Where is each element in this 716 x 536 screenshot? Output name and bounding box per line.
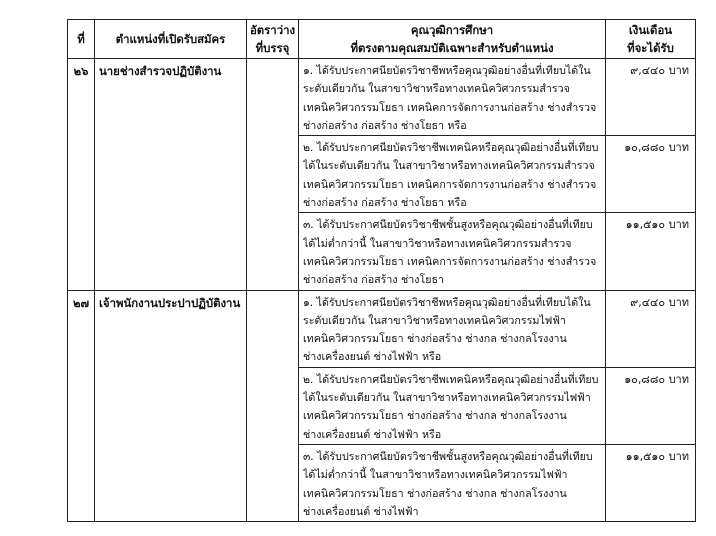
qualification-line: ช่างเครื่องยนต์ ช่างไฟฟ้า [303, 504, 419, 518]
header-qualification-line-1: คุณวุฒิการศึกษา [410, 23, 494, 37]
header-salary-line-2: ที่จะได้รับ [627, 41, 674, 55]
header-qualification-line-2: ที่ตรงตามคุณสมบัติเฉพาะสำหรับตำแหน่ง [350, 41, 554, 55]
header-salary [606, 20, 696, 59]
position-title: เจ้าพนักงานประปาปฏิบัติงาน [95, 290, 247, 522]
vacancy-cell [247, 59, 299, 291]
qualification-line: ได้ไม่ต่ำกว่านี้ ในสาขาวิชาหรือทางเทคนิควิศวกรรมสำรวจ [303, 236, 572, 250]
salary-cell: ๑๑,๕๑๐ บาท [606, 213, 696, 290]
qualification-line: เทคนิควิศวกรรมโยธา เทคนิคการจัดการงานก่อสร้าง ช่างสำรวจ [303, 177, 597, 191]
qualification-line: ๒. ได้รับประกาศนียบัตรวิชาชีพเทคนิคหรือคุณวุฒิอย่างอื่นที่เทียบ [303, 141, 599, 155]
qualification-line: เทคนิควิศวกรรมโยธา เทคนิคการจัดการงานก่อสร้าง ช่างสำรวจ [303, 100, 597, 114]
qualification-line: ๒. ได้รับประกาศนียบัตรวิชาชีพเทคนิคหรือคุณวุฒิอย่างอื่นที่เทียบ [303, 372, 599, 386]
qualification-line: ได้ไม่ต่ำกว่านี้ ในสาขาวิชาหรือทางเทคนิควิศวกรรมไฟฟ้า [303, 468, 568, 482]
qualification-cell [299, 59, 606, 136]
header-qualification [299, 20, 606, 59]
qualification-line: ระดับเดียวกัน ในสาขาวิชาหรือทางเทคนิควิศวกรรมสำรวจ [303, 82, 570, 96]
qualification-line: ๓. ได้รับประกาศนียบัตรวิชาชีพชั้นสูงหรือคุณวุฒิอย่างอื่นที่เทียบ [303, 218, 593, 232]
header-no: ที่ [68, 20, 95, 59]
table-header [68, 20, 696, 59]
vacancy-cell [247, 290, 299, 522]
qualification-cell [299, 213, 606, 290]
qualification-cell [299, 444, 606, 521]
qualification-line: ช่างก่อสร้าง ก่อสร้าง ช่างโยธา [303, 273, 445, 287]
qualification-table [67, 19, 696, 522]
salary-cell: ๑๐,๘๘๐ บาท [606, 367, 696, 444]
salary-cell: ๑๑,๕๑๐ บาท [606, 444, 696, 521]
qualification-line: เทคนิควิศวกรรมโยธา ช่างก่อสร้าง ช่างกล ช่างกลโรงงาน [303, 332, 567, 346]
salary-cell: ๙,๔๔๐ บาท [606, 59, 696, 136]
qualification-line: ระดับเดียวกัน ในสาขาวิชาหรือทางเทคนิควิศวกรรมไฟฟ้า [303, 313, 566, 327]
qualification-cell [299, 367, 606, 444]
header-vacancy-line-2: ที่บรรจุ [255, 41, 290, 55]
qualification-line: เทคนิควิศวกรรมโยธา ช่างก่อสร้าง ช่างกล ช่างกลโรงงาน [303, 486, 567, 500]
qualification-line: ได้ในระดับเดียวกัน ในสาขาวิชาหรือทางเทคนิควิศวกรรมสำรวจ [303, 159, 595, 173]
position-number: ๒๗ [68, 290, 95, 522]
header-row [68, 20, 696, 59]
qualification-line: ช่างก่อสร้าง ก่อสร้าง ช่างโยธา หรือ [303, 196, 467, 210]
qualification-cell [299, 290, 606, 367]
header-vacancy-line-1: อัตราว่าง [249, 23, 296, 37]
table-row [68, 59, 696, 136]
qualification-line: ๑. ได้รับประกาศนียบัตรวิชาชีพหรือคุณวุฒิอย่างอื่นที่เทียบได้ใน [303, 64, 591, 77]
salary-cell: ๑๐,๘๘๐ บาท [606, 136, 696, 213]
qualification-line: ช่างก่อสร้าง ก่อสร้าง ช่างโยธา หรือ [303, 118, 467, 132]
header-salary-line-1: เงินเดือน [628, 23, 673, 37]
table-body [68, 59, 696, 522]
qualification-line: ช่างเครื่องยนต์ ช่างไฟฟ้า หรือ [303, 350, 442, 364]
position-title: นายช่างสำรวจปฏิบัติงาน [95, 59, 247, 291]
header-vacancy [247, 20, 299, 59]
qualification-line: ๑. ได้รับประกาศนียบัตรวิชาชีพหรือคุณวุฒิอย่างอื่นที่เทียบได้ใน [303, 295, 591, 309]
header-position: ตำแหน่งที่เปิดรับสมัคร [95, 20, 247, 59]
qualification-cell [299, 136, 606, 213]
qualification-line: เทคนิควิศวกรรมโยธา เทคนิคการจัดการงานก่อสร้าง ช่างสำรวจ [303, 254, 597, 268]
qualification-line: ได้ในระดับเดียวกัน ในสาขาวิชาหรือทางเทคนิควิศวกรรมไฟฟ้า [303, 391, 591, 405]
table-row [68, 290, 696, 367]
position-number: ๒๖ [68, 59, 95, 291]
qualification-line: ช่างเครื่องยนต์ ช่างไฟฟ้า หรือ [303, 427, 442, 441]
qualification-line: ๓. ได้รับประกาศนียบัตรวิชาชีพชั้นสูงหรือคุณวุฒิอย่างอื่นที่เทียบ [303, 449, 593, 463]
qualification-line: เทคนิควิศวกรรมโยธา ช่างก่อสร้าง ช่างกล ช่างกลโรงงาน [303, 409, 567, 423]
salary-cell: ๙,๔๔๐ บาท [606, 290, 696, 367]
